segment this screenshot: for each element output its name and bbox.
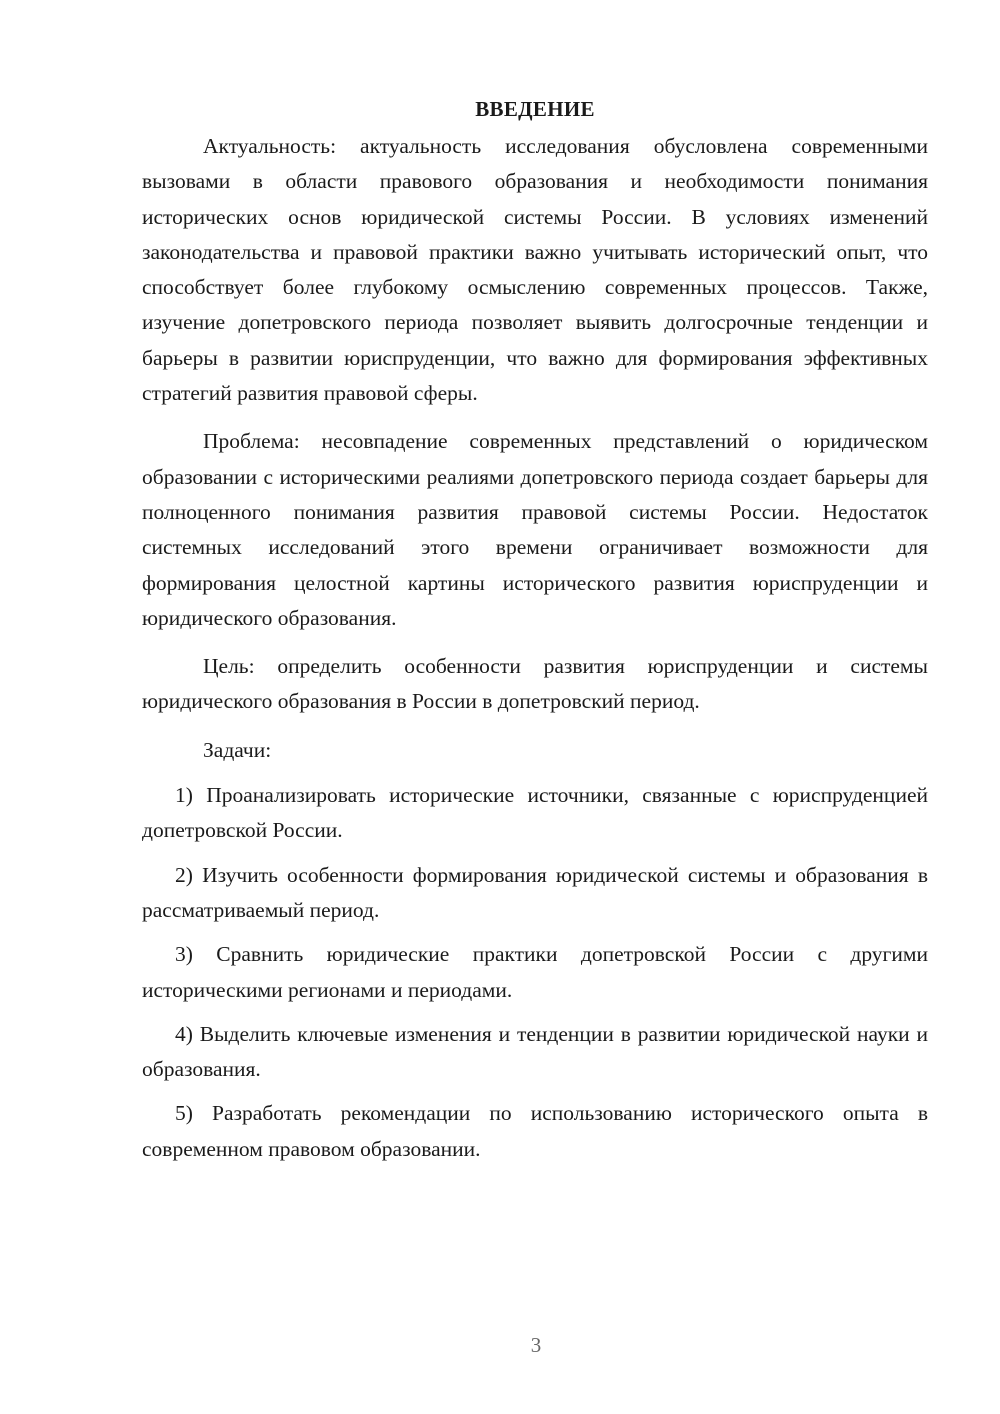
tasks-list	[142, 778, 928, 1167]
task-item: 2) Изучить особенности формирования юридической системы и образования в рассматриваемый период.	[142, 862, 928, 922]
task-item: 3) Сравнить юридические практики допетровской России с другими историческими регионами и периодами.	[142, 942, 928, 1002]
section-heading: ВВЕДЕНИЕ	[475, 97, 595, 121]
task-item: 4) Выделить ключевые изменения и тенденции в развитии юридической науки и образования.	[142, 1021, 928, 1082]
goal-paragraph: Цель: определить особенности развития юриспруденции и системы юридического образования в России в допетровский период.	[142, 654, 928, 714]
tasks-label: Задачи:	[203, 737, 272, 762]
page-number: 3	[530, 1333, 542, 1357]
problem-paragraph: Проблема: несовпадение современных представлений о юридическом образовании с историческими реалиями допетровского периода создает барьеры для полноценного понимания развития правовой системы России. Недостаток системных исследований этого времени ограничивает возможности для формирования целостной картины исторического развития юриспруденции и юридического образования.	[142, 429, 928, 630]
task-item: 5) Разработать рекомендации по использованию исторического опыта в современном правовом образовании.	[142, 1101, 928, 1161]
task-item: 1) Проанализировать исторические источники, связанные с юриспруденцией допетровской России.	[142, 783, 928, 843]
document-page	[142, 92, 928, 1167]
relevance-paragraph: Актуальность: актуальность исследования обусловлена современными вызовами в области правового образования и необходимости понимания исторических основ юридической системы России. В условиях изменений законодательства и правовой практики важно учитывать исторический опыт, что способствует более глубокому осмыслению современных процессов. Также, изучение допетровского периода позволяет выявить долгосрочные тенденции и барьеры в развитии юриспруденции, что важно для формирования эффективных стратегий развития правовой сферы.	[142, 134, 928, 406]
